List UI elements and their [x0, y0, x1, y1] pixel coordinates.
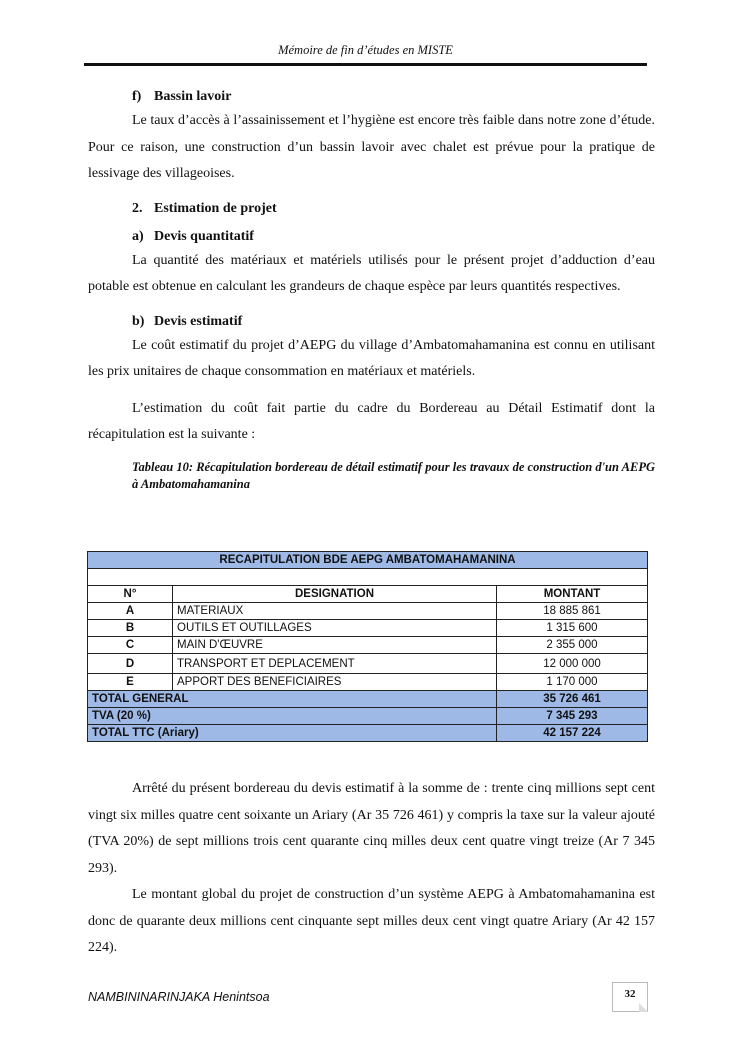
recap-table	[87, 551, 648, 742]
table-title-row	[88, 552, 648, 569]
heading-number: 2.	[132, 200, 143, 216]
heading-devis-quantitatif	[132, 226, 655, 248]
page-fold-decoration	[639, 1003, 648, 1012]
row-montant: 18 885 861	[497, 603, 648, 620]
table-header-row	[88, 586, 648, 603]
heading-label: Devis quantitatif	[154, 228, 254, 244]
page-number-box	[612, 982, 648, 1012]
row-num: A	[88, 603, 173, 620]
row-designation: APPORT DES BENEFICIAIRES	[173, 674, 497, 691]
row-num: E	[88, 674, 173, 691]
col-header-montant: MONTANT	[497, 586, 648, 603]
paragraph-devis-estimatif-2: L’estimation du coût fait partie du cadre du Bordereau au Détail Estimatif dont la récapitulation est la suivante :	[88, 400, 655, 442]
total-montant: 42 157 224	[497, 725, 648, 742]
row-montant: 12 000 000	[497, 654, 648, 674]
row-num: B	[88, 620, 173, 637]
row-num: D	[88, 654, 173, 674]
table-title: RECAPITULATION BDE AEPG AMBATOMAHAMANINA	[88, 552, 648, 569]
heading-label: Bassin lavoir	[154, 89, 232, 104]
col-header-num: N°	[88, 586, 173, 603]
heading-number: a)	[132, 228, 144, 244]
row-designation: MAIN D'ŒUVRE	[173, 637, 497, 654]
total-row	[88, 691, 648, 708]
total-montant: 7 345 293	[497, 708, 648, 725]
footer-author: NAMBININARINJAKA Henintsoa	[88, 990, 270, 1004]
heading-label: Estimation de projet	[154, 200, 277, 216]
row-num: C	[88, 637, 173, 654]
row-montant: 1 170 000	[497, 674, 648, 691]
table-row	[88, 674, 648, 691]
table-row	[88, 637, 648, 654]
table-row	[88, 603, 648, 620]
paragraph-bassin-lavoir: Le taux d’accès à l’assainissement et l’hygiène est encore très faible dans notre zone d’étude. Pour ce raison, une construction d’un bassin lavoir avec chalet est prévue pour la pratique de lessivage des villageoises.	[88, 113, 655, 181]
header-rule	[84, 63, 647, 66]
table-caption: Tableau 10: Récapitulation bordereau de détail estimatif pour les travaux de construction d'un AEPG à Ambatomahamanina	[132, 459, 655, 491]
page-number: 32	[624, 988, 636, 1000]
total-montant: 35 726 461	[497, 691, 648, 708]
table-blank-row	[88, 569, 648, 586]
paragraph-devis-quantitatif: La quantité des matériaux et matériels utilisés pour le présent projet d’adduction d’eau potable est obtenue en calculant les grandeurs de chaque espèce par leurs quantités respectives.	[88, 252, 655, 294]
row-montant: 2 355 000	[497, 637, 648, 654]
heading-devis-estimatif	[132, 311, 655, 333]
total-label: TOTAL GENERAL	[88, 691, 497, 708]
heading-number: f)	[132, 89, 142, 104]
total-label: TVA (20 %)	[88, 708, 497, 725]
running-header: Mémoire de fin d’études en MISTE	[278, 43, 453, 57]
heading-label: Devis estimatif	[154, 313, 243, 329]
row-designation: OUTILS ET OUTILLAGES	[173, 620, 497, 637]
row-designation: TRANSPORT ET DEPLACEMENT	[173, 654, 497, 674]
heading-number: b)	[132, 313, 145, 329]
paragraph-conclusion-2: Le montant global du projet de construction d’un système AEPG à Ambatomahamanina est donc de quarante deux millions cent cinquante sept milles deux cent vingt quatre Ariary (Ar 42 157 224).	[88, 887, 655, 955]
total-label: TOTAL TTC (Ariary)	[88, 725, 497, 742]
row-designation: MATERIAUX	[173, 603, 497, 620]
table-row	[88, 620, 648, 637]
conclusion-text	[88, 776, 655, 962]
table-row	[88, 654, 648, 674]
paragraph-devis-estimatif-1: Le coût estimatif du projet d’AEPG du village d’Ambatomahamanina est connu en utilisant les prix unitaires de chaque consommation en matériaux et matériels.	[88, 337, 655, 379]
row-montant: 1 315 600	[497, 620, 648, 637]
heading-bassin-lavoir	[132, 86, 655, 108]
paragraph-conclusion-1: Arrêté du présent bordereau du devis estimatif à la somme de : trente cinq millions sept cent vingt six milles quatre cent soixante un Ariary (Ar 35 726 461) y compris la taxe sur la valeur ajouté (TVA 20%) de sept millions trois cent quarante cinq milles deux cent quatre vingt treize (Ar 7 345 293).	[88, 781, 655, 876]
body-text	[88, 86, 655, 493]
col-header-designation: DESIGNATION	[173, 586, 497, 603]
total-row	[88, 725, 648, 742]
heading-estimation	[132, 198, 655, 220]
total-row	[88, 708, 648, 725]
